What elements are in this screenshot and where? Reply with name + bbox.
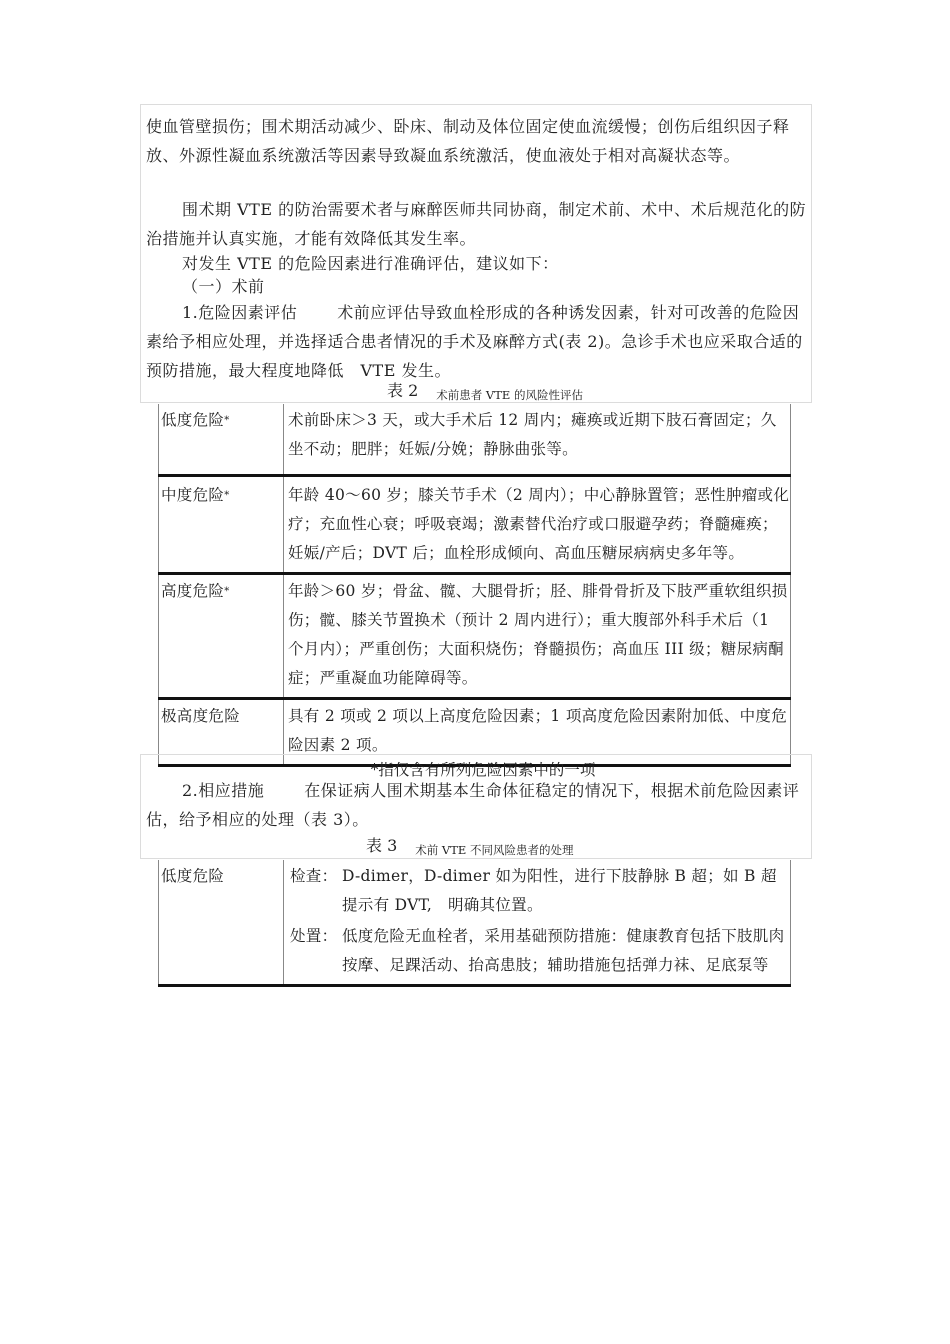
risk-factors-cell: 年龄 40～60 岁；膝关节手术（2 周内）；中心静脉置管；恶性肿瘤或化疗；充血性心衰；呼吸衰竭；激素替代治疗或口服避孕药；脊髓瘫痪；妊娠/产后；DVT 后；血栓形成倾向、高血压糖尿病病史多年等。 — [284, 476, 791, 574]
treatment-text: 低度危险无血栓者，采用基础预防措施：健康教育包括下肢肌肉按摩、足踝活动、抬高患肢；辅助措施包括弹力袜、足底泵等 — [342, 927, 785, 974]
table-row-medium-risk — [159, 476, 791, 574]
paragraph-intro-1: 使血管壁损伤；围术期活动减少、卧床、制动及体位固定使血流缓慢；创伤后组织因子释放、外源性凝血系统激活等因素导致凝血系统激活，使血液处于相对高凝状态等。 — [146, 117, 790, 165]
measures-heading: 2.相应措施 — [182, 781, 265, 800]
table-row-low-risk-treatment — [159, 860, 791, 986]
risk-factors-cell: 具有 2 项或 2 项以上高度危险因素；1 项高度危险因素附加低、中度危险因素 2 项。 — [284, 699, 791, 766]
table3-label: 表 3 — [366, 836, 398, 855]
risk-star-mark: * — [224, 490, 230, 501]
risk-treatment-table — [158, 860, 791, 987]
risk-assessment-body: 术前应评估导致血栓形成的各种诱发因素，针对可改善的危险因素给予相应处理，并选择适合患者情况的手术及麻醉方式(表 2)。急诊手术也应采取合适的预防措施，最大程度地降低 VTE 发生。 — [146, 303, 803, 380]
paragraph-measures — [146, 776, 810, 834]
check-text: D-dimer，D-dimer 如为阳性，进行下肢静脉 B 超；如 B 超提示有 DVT, 明确其位置。 — [342, 867, 777, 914]
treatment-label: 处置： — [290, 927, 338, 945]
table3-title: 术前 VTE 不同风险患者的处理 — [415, 843, 574, 857]
risk-level-cell: 极高度危险 — [159, 699, 284, 766]
risk-star-mark: * — [224, 415, 230, 426]
risk-assessment-heading: 1.危险因素评估 — [182, 303, 298, 322]
paragraph-risk-assessment — [146, 298, 810, 385]
section-heading-preop: （一）术前 — [182, 277, 265, 296]
table2-label: 表 2 — [387, 381, 419, 400]
treatment-cell — [284, 860, 791, 986]
check-label: 检查： — [290, 867, 338, 885]
paragraph-intro-2: 围术期 VTE 的防治需要术者与麻醉医师共同协商，制定术前、术中、术后规范化的防治措施并认真实施，才能有效降低其发生率。 — [146, 200, 807, 248]
risk-assessment-table — [158, 404, 791, 767]
check-item — [290, 862, 790, 920]
risk-factors-cell: 年龄＞60 岁；骨盆、髋、大腿骨折；胫、腓骨骨折及下肢严重软组织损伤；髋、膝关节置换术（预计 2 周内进行）；重大腹部外科手术后（1 个月内）；严重创伤；大面积烧伤；脊髓损伤；高血压 III 级；糖尿病酮症；严重凝血功能障碍等。 — [284, 574, 791, 699]
table3-caption — [366, 833, 573, 858]
measures-body: 在保证病人围术期基本生命体征稳定的情况下，根据术前危险因素评估，给予相应的处理（表 3）。 — [146, 781, 800, 829]
paragraph-intro-3: 对发生 VTE 的危险因素进行准确评估，建议如下： — [182, 254, 559, 273]
risk-level-cell: 低度危险* — [159, 404, 284, 476]
risk-star-mark: * — [224, 586, 230, 597]
risk-level-cell: 高度危险* — [159, 574, 284, 699]
risk-factors-cell: 术前卧床＞3 天，或大手术后 12 周内；瘫痪或近期下肢石膏固定；久坐不动；肥胖；妊娠/分娩；静脉曲张等。 — [284, 404, 791, 476]
table-row-low-risk — [159, 404, 791, 476]
table2-footnote: *指仅含有所列危险因素中的一项 — [370, 761, 596, 779]
risk-level-cell: 低度危险 — [159, 860, 284, 986]
risk-level-cell: 中度危险* — [159, 476, 284, 574]
treatment-item — [290, 922, 790, 980]
table-row-high-risk — [159, 574, 791, 699]
table2-title: 术前患者 VTE 的风险性评估 — [436, 388, 583, 402]
table2-caption — [387, 378, 583, 403]
